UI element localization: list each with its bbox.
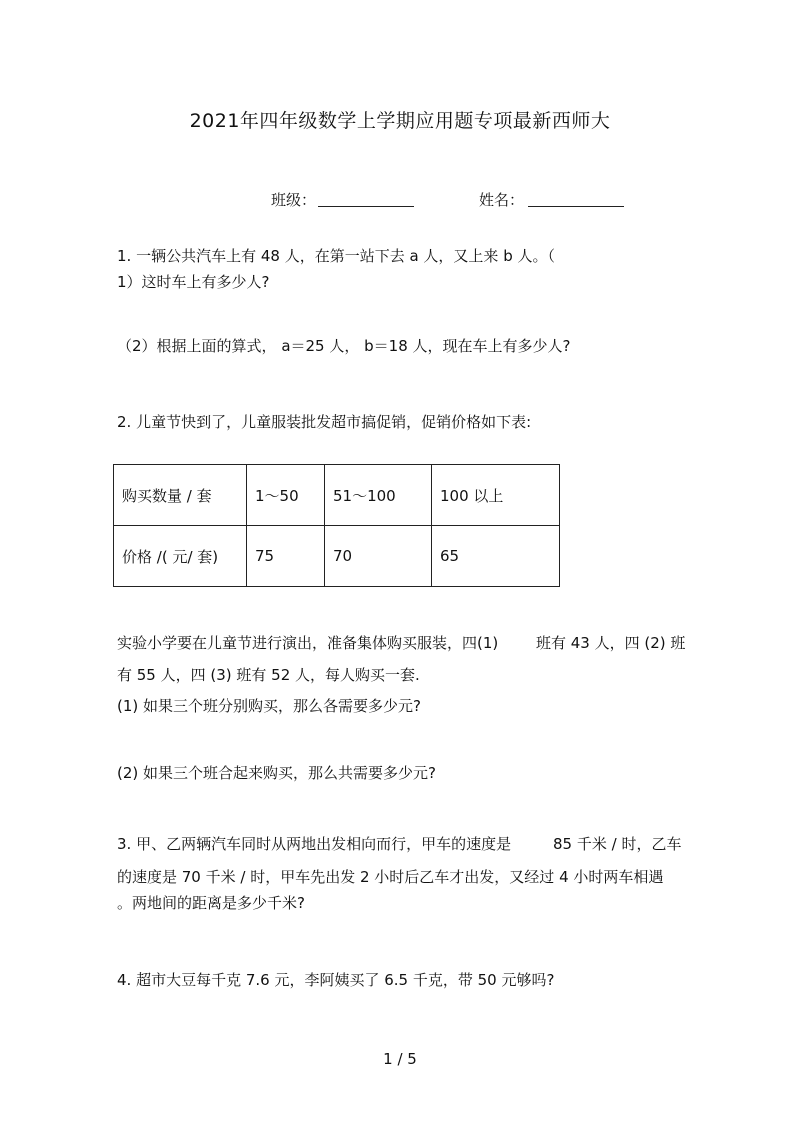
q4-line1: 4. 超市大豆每千克 7.6 元，李阿姨买了 6.5 千克，带 50 元够吗? xyxy=(117,971,555,989)
q3-line3: 。两地间的距离是多少千米? xyxy=(117,894,305,912)
q2-text-line1-a: 实验小学要在儿童节进行演出，准备集体购买服装，四(1) xyxy=(117,634,499,652)
table-row xyxy=(114,526,560,587)
table-cell: 51～100 xyxy=(325,465,432,526)
table-cell: 65 xyxy=(432,526,560,587)
page-title: 2021年四年级数学上学期应用题专项最新西师大 xyxy=(189,110,611,132)
class-blank xyxy=(318,206,414,207)
q2-sub1: (1) 如果三个班分别购买，那么各需要多少元? xyxy=(117,697,421,715)
q2-text-line1-b: 班有 43 人，四 (2) 班 xyxy=(536,634,686,652)
table-cell: 75 xyxy=(247,526,325,587)
q2-intro: 2. 儿童节快到了，儿童服装批发超市搞促销，促销价格如下表: xyxy=(117,413,532,431)
table-cell: 购买数量 / 套 xyxy=(114,465,247,526)
name-label: 姓名： xyxy=(479,191,525,209)
q2-text-line2: 有 55 人，四 (3) 班有 52 人，每人购买一套. xyxy=(117,666,420,684)
q3-line1-b: 85 千米 / 时，乙车 xyxy=(553,835,682,853)
q1-line1: 1. 一辆公共汽车上有 48 人，在第一站下去 a 人，又上来 b 人。（ xyxy=(117,247,555,265)
q2-sub2: (2) 如果三个班合起来购买，那么共需要多少元? xyxy=(117,764,436,782)
q1-part2: （2）根据上面的算式， a＝25 人， b＝18 人，现在车上有多少人? xyxy=(117,337,571,355)
page-number: 1 / 5 xyxy=(383,1050,417,1068)
name-blank xyxy=(528,206,624,207)
table-cell: 100 以上 xyxy=(432,465,560,526)
price-table xyxy=(113,464,560,587)
table-row xyxy=(114,465,560,526)
q3-line1-a: 3. 甲、乙两辆汽车同时从两地出发相向而行，甲车的速度是 xyxy=(117,835,512,853)
table-cell: 1～50 xyxy=(247,465,325,526)
q1-line2: 1）这时车上有多少人? xyxy=(117,273,270,291)
q3-line2: 的速度是 70 千米 / 时，甲车先出发 2 小时后乙车才出发，又经过 4 小时两车相遇 xyxy=(117,868,664,886)
class-label: 班级： xyxy=(271,191,317,209)
table-cell: 70 xyxy=(325,526,432,587)
table-cell: 价格 /( 元/ 套) xyxy=(114,526,247,587)
